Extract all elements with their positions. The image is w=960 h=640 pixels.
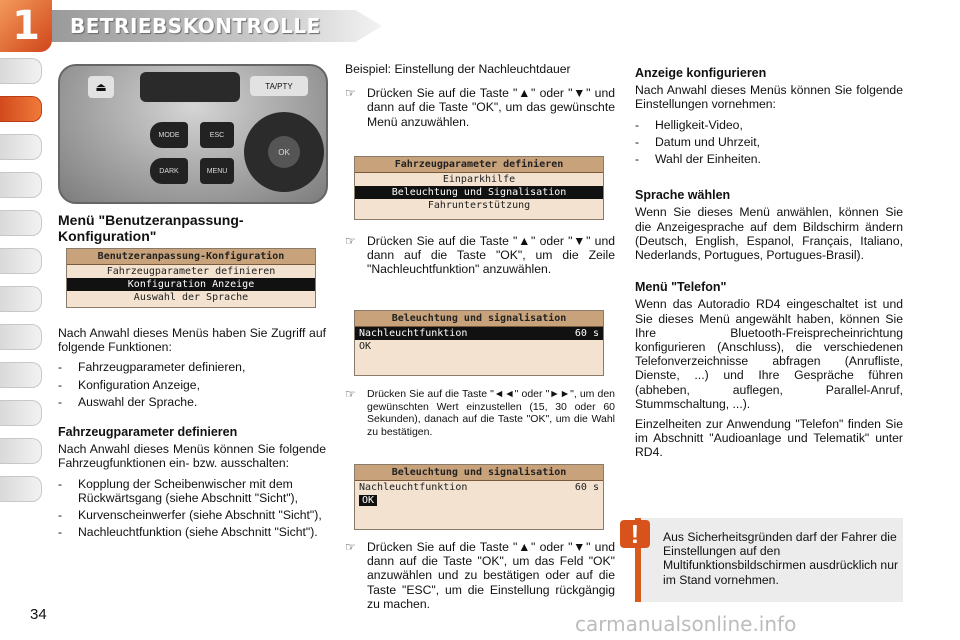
screen-row: Auswahl der Sprache [133, 292, 249, 303]
screen-header: Beleuchtung und signalisation [355, 311, 603, 327]
screen-benutzeranpassung [66, 248, 316, 308]
column-2-step2 [345, 234, 615, 283]
chapter-tab[interactable] [0, 438, 42, 464]
screen-fahrzeugparameter [354, 156, 604, 220]
chapter-tab[interactable] [0, 324, 42, 350]
column-3 [635, 62, 903, 466]
chapter-tab[interactable] [0, 476, 42, 502]
page-number: 34 [30, 606, 47, 623]
section-heading: Sprache wählen [635, 188, 731, 203]
list-item: - Auswahl der Sprache. [58, 394, 198, 409]
screen-row-selected: Nachleuchtfunktion 60 s [355, 327, 603, 340]
screen-row: Fahrzeugparameter definieren [106, 266, 276, 277]
section-text: Wenn Sie dieses Menü anwählen, können Sie die Anzeigesprache auf dem Bildschirm ändern (Deutsch, English, Espanol, Français, Italiano, Nederlands, Portugues, Portugues-Brasil). [635, 205, 903, 263]
watermark: carmanualsonline.info [575, 612, 797, 636]
warning-text: Aus Sicherheitsgründen darf der Fahrer die Einstellungen auf den Multifunktionsbildschirmen ausdrücklich nur im Stand vornehmen. [663, 530, 899, 587]
section-text: Nach Anwahl dieses Menüs können Sie folgende Einstellungen vornehmen: [635, 83, 903, 112]
chapter-tab[interactable] [0, 286, 42, 312]
intro-text: Nach Anwahl dieses Menüs haben Sie Zugriff auf folgende Funktionen: [58, 326, 326, 355]
menu-button: MENU [200, 158, 234, 184]
list-item: - Kopplung der Scheibenwischer mit dem Rückwärtsgang (siehe Abschnitt "Sicht"), [58, 476, 298, 505]
screen-ok-field: OK [359, 341, 372, 352]
section-heading: Fahrzeugparameter definieren [58, 425, 238, 440]
list-item: - Datum und Uhrzeit, [635, 134, 760, 149]
list-item: - Wahl der Einheiten. [635, 152, 761, 167]
column-2-top [345, 62, 615, 135]
screen-row: Einparkhilfe [442, 174, 516, 185]
finger-icon: ☞ [345, 387, 356, 401]
column-2-step4 [345, 540, 615, 617]
list-item: - Kurvenscheinwerfer (siehe Abschnitt "Sicht"), [58, 508, 322, 523]
ta-pty-button: TA/PTY [250, 76, 308, 96]
chapter-tab[interactable] [0, 400, 42, 426]
page-title: BETRIEBSKONTROLLE [70, 14, 321, 38]
step: ☞ Drücken Sie auf die Taste "▲" oder "▼" und dann auf die Taste "OK", um das gewünschte Menü anzuwählen. [345, 86, 615, 129]
screen-row: Fahrunterstützung [427, 200, 531, 211]
section-heading: Anzeige konfigurieren [635, 66, 767, 80]
chapter-tab[interactable] [0, 210, 42, 236]
list-item: - Helligkeit-Video, [635, 117, 743, 132]
step: ☞ Drücken Sie auf die Taste "▲" oder "▼" und dann auf die Taste "OK", um das Feld "OK" anzuwählen und zu bestätigen oder auf die Taste "ESC", um die Einstellung rückgängig zu machen. [345, 540, 615, 611]
eject-icon: ⏏ [88, 76, 114, 98]
column-2-step3 [345, 388, 615, 444]
screen-ok-field-selected: OK [355, 494, 603, 507]
list-item: - Konfiguration Anzeige, [58, 377, 200, 392]
chapter-tab[interactable] [0, 134, 42, 160]
chapter-number: 1 [0, 0, 52, 52]
warning-icon: ! [620, 520, 650, 548]
finger-icon: ☞ [345, 234, 356, 248]
esc-button: ESC [200, 122, 234, 148]
screen-header: Benutzeranpassung-Konfiguration [67, 249, 315, 265]
chapter-tab[interactable] [0, 248, 42, 274]
list-item: - Fahrzeugparameter definieren, [58, 360, 246, 375]
list-item: - Nachleuchtfunktion (siehe Abschnitt "Sicht"). [58, 525, 318, 540]
control-panel-photo [58, 64, 328, 204]
ok-button: OK [268, 136, 300, 168]
step: ☞ Drücken Sie auf die Taste "◄◄" oder "►►", um den gewünschten Wert einzustellen (15, 30 oder 60 Sekunden), danach auf die Taste "OK", um die Wahl zu bestätigen. [345, 387, 615, 438]
menu-heading: Menü "Benutzeranpassung-Konfiguration" [58, 212, 244, 244]
finger-icon: ☞ [345, 86, 356, 101]
chapter-tab[interactable] [0, 58, 42, 84]
dark-button: DARK [150, 158, 188, 184]
section-text: Nach Anwahl dieses Menüs können Sie folgende Fahrzeugfunktionen ein- bzw. ausschalten: [58, 442, 326, 471]
screen-row: Nachleuchtfunktion 60 s [359, 482, 599, 493]
section-text: Einzelheiten zur Anwendung "Telefon" finden Sie im Abschnitt "Audioanlage und Telematik" unter RD4. [635, 417, 903, 460]
finger-icon: ☞ [345, 540, 356, 554]
warning-box [635, 518, 903, 602]
screen-beleuchtung-1 [354, 310, 604, 376]
screen-beleuchtung-2 [354, 464, 604, 530]
screen-row-selected: Konfiguration Anzeige [67, 278, 315, 291]
section-text: Wenn das Autoradio RD4 eingeschaltet ist und Sie dieses Menü angewählt haben, können Sie Ihre Bluetooth-Freisprecheinrichtung konfigurieren (Anschluss), die verschiedenen Telefonverzeichnisse abfragen (Anrufliste, Dienste, ...) und Ihre Gespräche führen (abheben, auflegen, Parallel-Anruf, Stummschaltung, ...). [635, 297, 903, 411]
section-heading: Menü "Telefon" [635, 280, 727, 295]
chapter-tab[interactable] [0, 362, 42, 388]
screen-header: Beleuchtung und signalisation [355, 465, 603, 481]
column-1 [58, 326, 326, 542]
chapter-tab-active[interactable] [0, 96, 42, 122]
step: ☞ Drücken Sie auf die Taste "▲" oder "▼" und dann auf die Taste "OK", um die Zeile "Nachleuchtfunktion" anzuwählen. [345, 234, 615, 277]
screen-header: Fahrzeugparameter definieren [355, 157, 603, 173]
chapter-tab[interactable] [0, 172, 42, 198]
mode-button: MODE [150, 122, 188, 148]
example-text: Beispiel: Einstellung der Nachleuchtdauer [345, 62, 571, 76]
screen-row-selected: Beleuchtung und Signalisation [355, 186, 603, 199]
